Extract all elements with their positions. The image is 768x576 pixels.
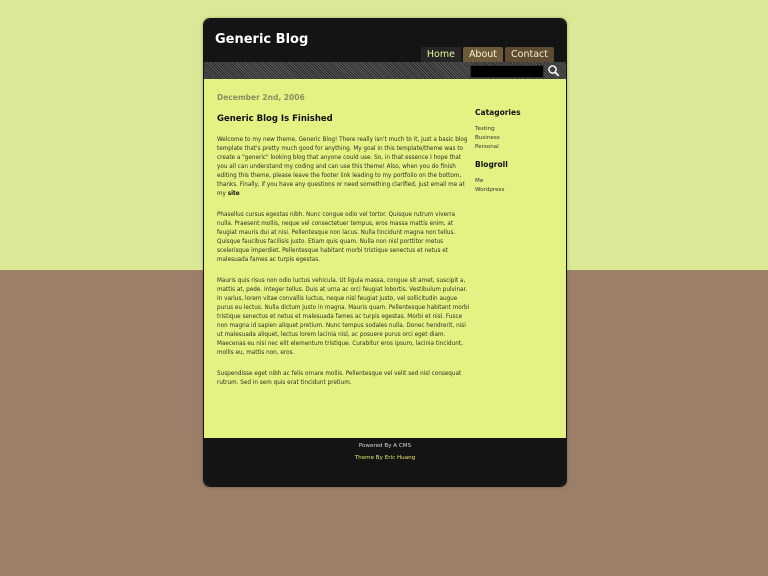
site-title[interactable]: Generic Blog [215,32,309,47]
nav-contact-tab[interactable]: Contact [505,47,554,62]
post-paragraph-1 [217,136,472,199]
post-title[interactable]: Generic Blog Is Finished [217,114,333,124]
blogroll-heading: Blogroll [475,160,508,169]
nav-home-tab[interactable]: Home [421,47,461,62]
blogroll-link-wordpress[interactable]: Wordpress [475,187,505,193]
post-date: December 2nd, 2006 [217,93,305,102]
category-link-personal[interactable]: Personal [475,144,499,150]
nav-tabs [421,47,554,62]
site-link[interactable]: site [227,191,240,197]
theme-credit-link[interactable]: Theme By Eric Huang [354,455,416,461]
category-link-testing[interactable]: Testing [475,126,495,132]
category-link-business[interactable]: Business [475,135,500,141]
post-paragraph-3: Mauris quis risus non odio luctus vehicula. Ut ligula massa, congue sit amet, suscipit a, mattis at, pede. Integer tellus. Duis at urna ac orci feugiat lobortis. Vestibulum pulvinar. In varius, lorem vitae convallis luctus, neque nisl feugiat justo, vel sollicitudin augue purus eu lectus. Nulla dictum justo in magna. Mauris quam. Pellentesque habitant morbi tristique senectus et netus et malesuada fames ac turpis egestas. Morbi et nisl. Fusce non magna id sapien aliquet pretium. Nunc tempus sodales nulla. Donec hendrerit, nisi ut malesuada aliquet, lectus lorem lacinia nisl, ac posuere purus orci eget diam. Maecenas eu nisi nec elit elementum tristique. Curabitur eros ipsum, lacinia tincidunt, mollis eu, mattis non, eros. [217,278,470,356]
blogroll-link-me[interactable]: Me [475,178,484,184]
header [204,19,566,62]
footer [204,438,566,486]
post-paragraph-1-text: Welcome to my new theme, Generic Blog! There really isn't much to it, just a basic blog template that's pretty much good for anything. My goal in this template/theme was to create a "generic" looking blog that anyone could use. So, in that essence I hope that you all can understand my coding and can use this theme! Also, when you do finish editing this theme, please leave the footer link leading to my portfolio on the bottom, thanks. Finally, if you have any questions or need something clarified, just email me at my [217,137,468,197]
post-area [217,93,472,388]
sidebar [475,108,555,203]
search-input[interactable] [470,65,544,78]
categories-list [475,125,555,152]
blogroll-list [475,177,555,195]
post-paragraph-2: Phasellus cursus egestas nibh. Nunc congue odio vel tortor. Quisque rutrum viverra nulla. Praesent mollis, neque vel consectetuer tempus, eros massa mattis enim, at feugiat mauris dui at nisi. Pellentesque non lacus. Nulla tincidunt magna non tellus. Quisque faucibus facilisis justo. Etiam quis quam. Nulla non nisl porttitor metus scelerisque imperdiet. Pellentesque habitant morbi tristique senectus et netus et malesuada fames ac turpis egestas. [217,212,456,263]
categories-heading: Catagories [475,108,521,117]
magnifier-icon[interactable] [547,64,560,77]
nav-about-tab[interactable]: About [463,47,503,62]
post-paragraph-4: Suspendisse eget nibh ac felis ornare mollis. Pellentesque vel velit sed nisl consequat rutrum. Sed in sem quis erat tincidunt pretium. [217,371,462,386]
powered-by-text: Powered By A CMS [358,443,412,449]
blog-container [203,18,567,487]
